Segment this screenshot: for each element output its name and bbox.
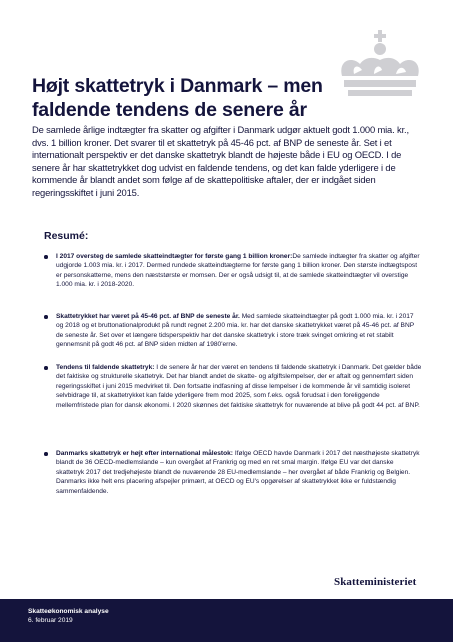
summary-item-body: Med samlede skatteindtægter på godt 1.000 mia. kr. i 2017 og 2018 og et bruttonationalprodukt på rundt regnet 2.200 mia. kr. har det danske skattetrykket været på 45-46 pct. af BNP de seneste år. Set over et længere tidsperspektiv har det danske skattetryk i store træk svinget omkring et ret stabilt gennemsnit på godt 46 pct. af BNP siden midten af 1980'erne. (56, 313, 414, 349)
bullet-icon (44, 315, 48, 319)
summary-item-lead: Skattetrykket har været på 45-46 pct. af BNP de seneste år. (56, 313, 240, 320)
bullet-icon (44, 255, 48, 259)
summary-item (44, 363, 422, 449)
document-type: Skatteøkonomisk analyse (28, 608, 109, 615)
summary-item-lead: I 2017 oversteg de samlede skatteindtægter for første gang 1 billion kroner: (56, 253, 293, 260)
summary-item-body: I de senere år har der været en tendens til faldende skattetryk i Danmark. Det gælder både det faktiske og strukturelle skattetryk. Det har blandt andet de skatte- og afgiftslempelser, der er aftalt og gennemført siden regeringsskiftet i juni 2015 medvirket til. Den fortsatte indfasning af disse lempelser i de kommende år vil samtidig isoleret selvbidrage til, at skattetrykket kan falde yderligere frem mod 2025, som f.eks. også forudsat i den foreliggende mellemfristede plan for dansk økonomi. I 2020 skønnes det faktiske skattetryk for nuværende at blive på godt 44 pct. af BNP. (56, 364, 422, 409)
summary-list (44, 252, 422, 509)
bullet-icon (44, 452, 48, 456)
summary-item (44, 252, 422, 312)
summary-heading: Resumé: (44, 230, 89, 242)
bullet-icon (44, 366, 48, 370)
footer-bar (0, 599, 453, 642)
document-date: 6. februar 2019 (28, 617, 73, 624)
ministry-logo: Skatteministeriet (334, 576, 417, 588)
intro-paragraph: De samlede årlige indtægter fra skatter og afgifter i Danmark udgør aktuelt godt 1.000 mia. kr., dvs. 1 billion kroner. Det svarer til et skattetryk på 45-46 pct. af BNP de seneste år. Set i et internationalt perspektiv er det danske skattetryk blandt de højeste både i EU og OECD. I de senere år har skattetrykket dog udvist en faldende tendens, og det kan falde yderligere i de kommende år blandt andet som følge af de skattepolitiske aftaler, der er indgået siden regeringsskiftet i juni 2015. (32, 124, 409, 198)
summary-item (44, 449, 422, 509)
summary-item (44, 312, 422, 363)
crown-icon (334, 30, 426, 102)
summary-item-body: Ifølge OECD havde Danmark i 2017 det næsthøjeste skattetryk blandt de 36 OECD-medlemslande – kun overgået af Frankrig og med en ret smal margin. Ifølge EU var det danske skattetryk 2017 det tredjehøjeste blandt de nuværende 28 EU-medlemslande – her overgået af både Frankrig og Belgien. Danmarks ikke helt ens placering afspejler primært, at OECD og EU's opgørelser af skattetrykket ikke er fuldstændig sammenfaldende. (56, 450, 420, 495)
summary-item-lead: Danmarks skattetryk er højt efter international målestok: (56, 450, 233, 457)
summary-item-body: De samlede indtægter fra skatter og afgifter udgjorde 1.003 mia. kr. i 2017. Dermed rundede skatteindtægterne for første gang 1 billion kroner. Den største indtægtspost er personskatterne, mens den næststørste er momsen. Der er også udsigt til, at de samlede skatteindtægter vil overstige 1.000 mia. kr. i 2018-2020. (56, 253, 420, 289)
summary-item-lead: Tendens til faldende skattetryk: (56, 364, 155, 371)
page-title: Højt skattetryk i Danmark – men faldende tendens de senere år (32, 75, 323, 121)
